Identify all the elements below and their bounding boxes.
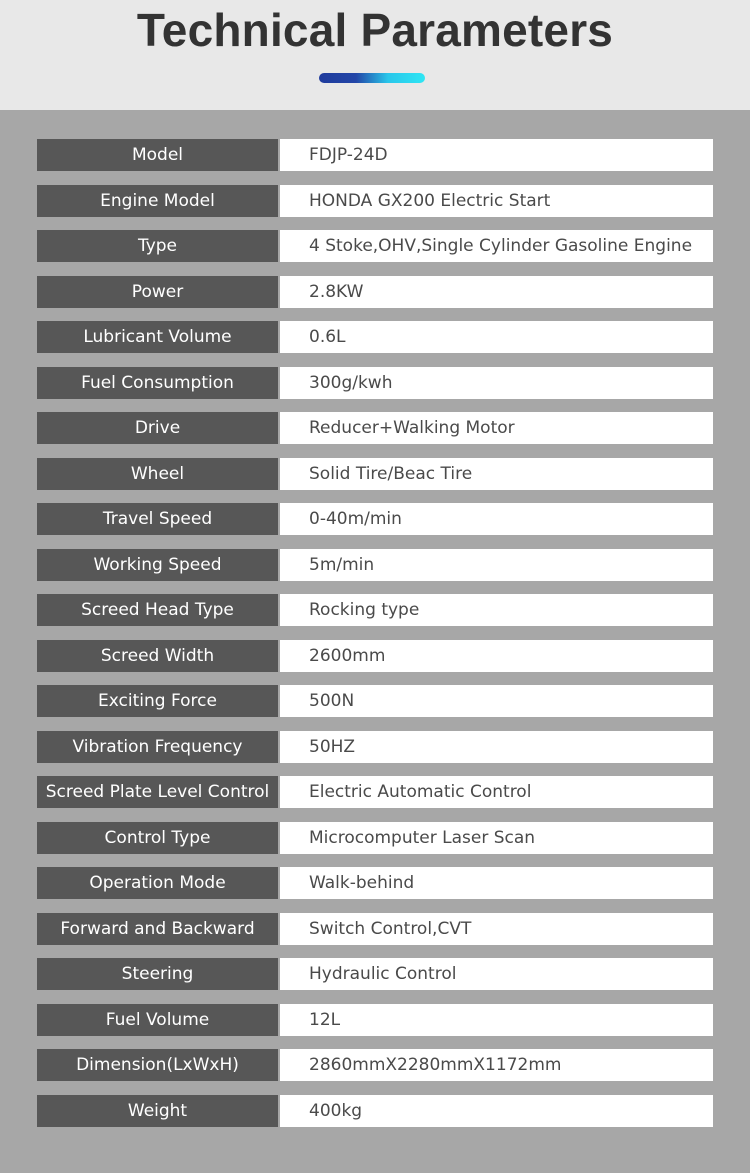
- parameter-label: Working Speed: [37, 549, 278, 581]
- parameter-value: 2600mm: [280, 640, 713, 672]
- table-row: [37, 1049, 713, 1081]
- parameter-value: 400kg: [280, 1095, 713, 1127]
- title-accent-bar: [319, 73, 425, 83]
- parameter-value: Reducer+Walking Motor: [280, 412, 713, 444]
- parameter-label: Model: [37, 139, 278, 171]
- parameter-label: Screed Plate Level Control: [37, 776, 278, 808]
- header: [0, 0, 750, 110]
- table-row: [37, 185, 713, 217]
- parameter-value: Switch Control,CVT: [280, 913, 713, 945]
- table-row: [37, 549, 713, 581]
- parameter-value: Rocking type: [280, 594, 713, 626]
- parameter-value: FDJP-24D: [280, 139, 713, 171]
- parameter-value: 5m/min: [280, 549, 713, 581]
- table-row: [37, 776, 713, 808]
- parameter-label: Lubricant Volume: [37, 321, 278, 353]
- parameter-value: Hydraulic Control: [280, 958, 713, 990]
- table-row: [37, 640, 713, 672]
- table-row: [37, 594, 713, 626]
- parameter-value: 0-40m/min: [280, 503, 713, 535]
- parameter-label: Power: [37, 276, 278, 308]
- table-row: [37, 276, 713, 308]
- table-row: [37, 867, 713, 899]
- table-row: [37, 367, 713, 399]
- parameter-label: Dimension(LxWxH): [37, 1049, 278, 1081]
- table-row: [37, 412, 713, 444]
- parameter-label: Type: [37, 230, 278, 262]
- parameter-value: Walk-behind: [280, 867, 713, 899]
- parameter-label: Operation Mode: [37, 867, 278, 899]
- parameter-label: Vibration Frequency: [37, 731, 278, 763]
- parameter-value: 4 Stoke,OHV,Single Cylinder Gasoline Engine: [280, 230, 713, 262]
- table-row: [37, 913, 713, 945]
- parameter-value: 12L: [280, 1004, 713, 1036]
- parameter-value: Microcomputer Laser Scan: [280, 822, 713, 854]
- parameter-label: Screed Width: [37, 640, 278, 672]
- parameter-value: HONDA GX200 Electric Start: [280, 185, 713, 217]
- parameter-value: Solid Tire/Beac Tire: [280, 458, 713, 490]
- parameter-label: Fuel Volume: [37, 1004, 278, 1036]
- parameter-label: Drive: [37, 412, 278, 444]
- table-row: [37, 139, 713, 171]
- table-row: [37, 230, 713, 262]
- parameter-label: Travel Speed: [37, 503, 278, 535]
- table-row: [37, 1004, 713, 1036]
- table-row: [37, 503, 713, 535]
- table-row: [37, 685, 713, 717]
- parameter-value: Electric Automatic Control: [280, 776, 713, 808]
- parameter-label: Exciting Force: [37, 685, 278, 717]
- table-row: [37, 321, 713, 353]
- table-row: [37, 458, 713, 490]
- parameter-value: 50HZ: [280, 731, 713, 763]
- parameter-label: Steering: [37, 958, 278, 990]
- table-row: [37, 1095, 713, 1127]
- page-title: Technical Parameters: [136, 4, 614, 56]
- table-row: [37, 731, 713, 763]
- parameter-value: 300g/kwh: [280, 367, 713, 399]
- parameter-value: 2860mmX2280mmX1172mm: [280, 1049, 713, 1081]
- parameter-value: 500N: [280, 685, 713, 717]
- table-row: [37, 958, 713, 990]
- parameter-label: Screed Head Type: [37, 594, 278, 626]
- parameter-label: Control Type: [37, 822, 278, 854]
- parameter-label: Forward and Backward: [37, 913, 278, 945]
- parameter-label: Fuel Consumption: [37, 367, 278, 399]
- table-row: [37, 822, 713, 854]
- parameter-label: Wheel: [37, 458, 278, 490]
- parameter-label: Engine Model: [37, 185, 278, 217]
- parameter-value: 2.8KW: [280, 276, 713, 308]
- parameter-label: Weight: [37, 1095, 278, 1127]
- parameter-value: 0.6L: [280, 321, 713, 353]
